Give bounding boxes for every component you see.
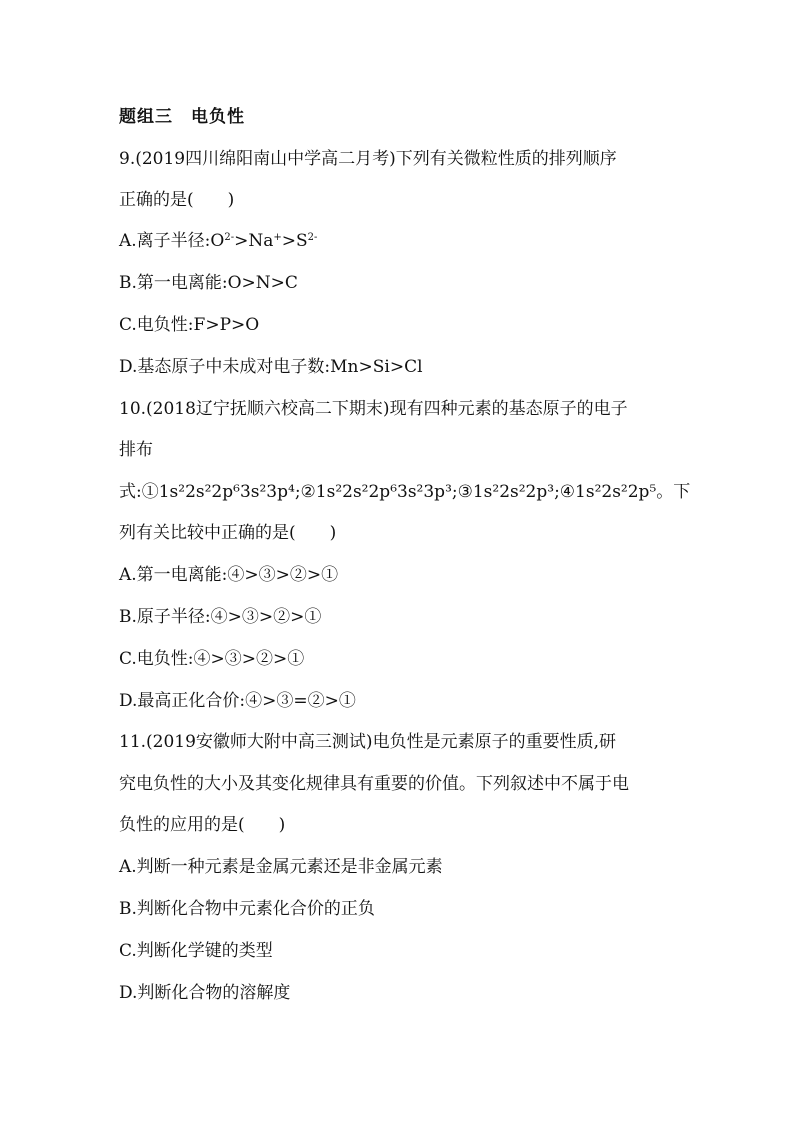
question-10-stem-line-1: 10.(2018辽宁抚顺六校高二下期末)现有四种元素的基态原子的电子: [119, 399, 628, 419]
option-a-text: >S: [281, 231, 308, 251]
question-9-option-d: D.基态原子中未成对电子数:Mn>Si>Cl: [119, 357, 423, 377]
question-11-option-c: C.判断化学键的类型: [119, 941, 273, 961]
question-9-stem-line-2: 正确的是( ): [119, 190, 235, 210]
charge-superscript: 2-: [307, 232, 318, 243]
question-10-stem-line-2: 排布: [119, 440, 153, 460]
question-10-option-a: A.第一电离能:④>③>②>①: [119, 565, 339, 585]
question-10-option-c: C.电负性:④>③>②>①: [119, 649, 305, 669]
question-9-option-b: B.第一电离能:O>N>C: [119, 273, 298, 293]
question-11-option-a: A.判断一种元素是金属元素还是非金属元素: [119, 857, 443, 877]
question-10-option-b: B.原子半径:④>③>②>①: [119, 607, 322, 627]
question-10-stem-line-4: 列有关比较中正确的是( ): [119, 523, 337, 543]
question-9-option-c: C.电负性:F>P>O: [119, 315, 260, 335]
question-11-stem-line-1: 11.(2019安徽师大附中高三测试)电负性是元素原子的重要性质,研: [119, 732, 616, 752]
question-9-stem-line-1: 9.(2019四川绵阳南山中学高二月考)下列有关微粒性质的排列顺序: [119, 149, 617, 169]
question-10-option-d: D.最高正化合价:④>③=②>①: [119, 691, 356, 711]
question-11-option-d: D.判断化合物的溶解度: [119, 983, 291, 1003]
question-10-stem-line-3: 式:①1s²2s²2p⁶3s²3p⁴;②1s²2s²2p⁶3s²3p³;③1s²2s²2p³;④1s²2s²2p⁵。下: [119, 482, 691, 502]
question-11-stem-line-2: 究电负性的大小及其变化规律具有重要的价值。下列叙述中不属于电: [119, 774, 629, 794]
question-11-option-b: B.判断化合物中元素化合价的正负: [119, 899, 375, 919]
question-11-stem-line-3: 负性的应用的是( ): [119, 815, 286, 835]
charge-superscript: 2-: [224, 232, 235, 243]
option-a-text: A.离子半径:O: [119, 231, 225, 251]
charge-superscript: +: [273, 232, 282, 243]
question-9-option-a: [119, 230, 317, 252]
section-title: 题组三 电负性: [119, 107, 245, 127]
option-a-text: >Na: [234, 231, 274, 251]
